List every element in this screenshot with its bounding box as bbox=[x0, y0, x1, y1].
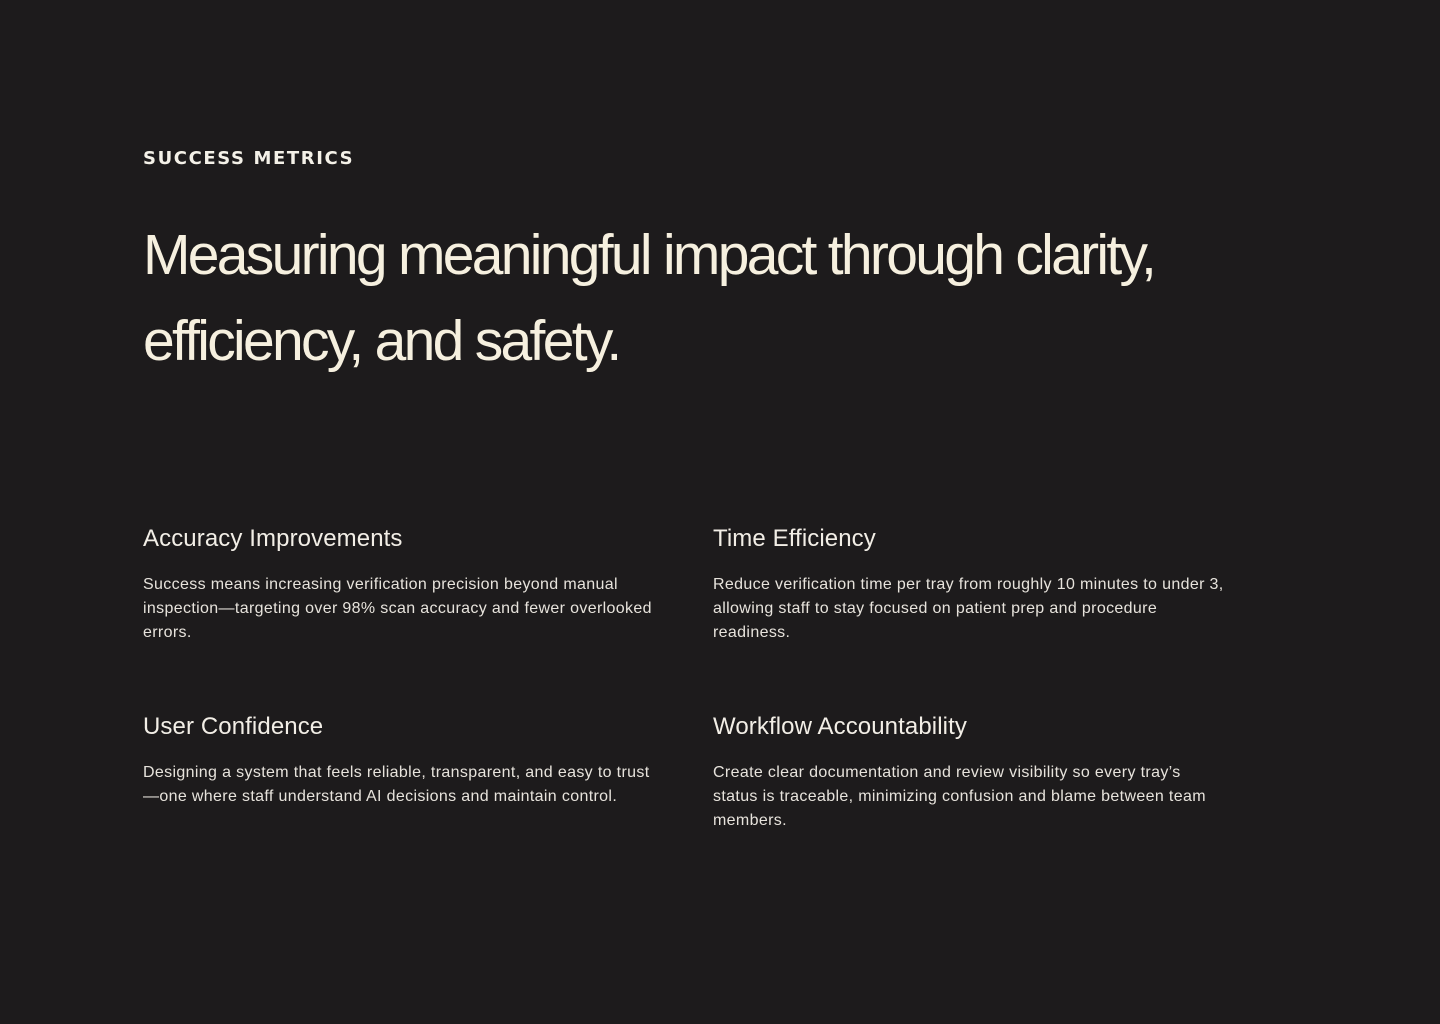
metric-description: Success means increasing verification precision beyond manual inspection—targeting over 98% scan accuracy and fewer overlooked errors. bbox=[143, 576, 652, 641]
metric-accuracy-improvements bbox=[143, 523, 663, 645]
metric-time-efficiency bbox=[713, 523, 1233, 645]
metric-workflow-accountability bbox=[713, 711, 1233, 833]
metric-description: Reduce verification time per tray from roughly 10 minutes to under 3, allowing staff to stay focused on patient prep and procedure readiness. bbox=[713, 576, 1224, 641]
metric-description: Create clear documentation and review visibility so every tray’s status is traceable, minimizing confusion and blame between team members. bbox=[713, 764, 1206, 829]
section-eyebrow: SUCCESS METRICS bbox=[143, 148, 355, 169]
metric-title: Workflow Accountability bbox=[713, 713, 967, 740]
section-headline: Measuring meaningful impact through clarity, efficiency, and safety. bbox=[143, 223, 1155, 373]
metric-description: Designing a system that feels reliable, transparent, and easy to trust—one where staff understand AI decisions and maintain control. bbox=[143, 764, 650, 805]
metric-title: User Confidence bbox=[143, 713, 324, 740]
metric-title: Time Efficiency bbox=[713, 525, 876, 552]
metric-title: Accuracy Improvements bbox=[143, 525, 403, 552]
metric-user-confidence bbox=[143, 711, 663, 809]
